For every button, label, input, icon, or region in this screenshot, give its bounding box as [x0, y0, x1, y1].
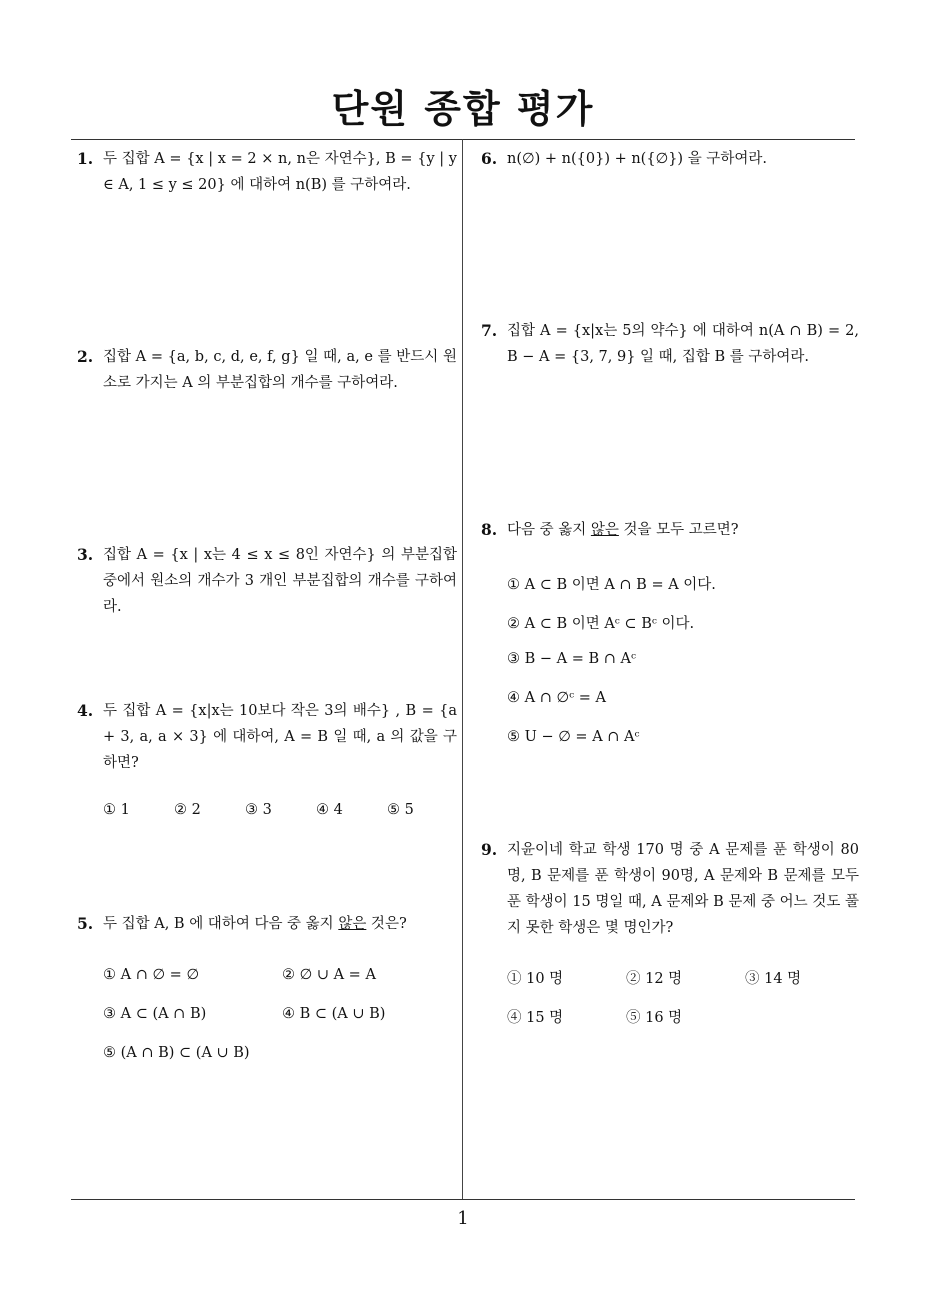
question-number: 6.	[481, 149, 498, 168]
question-number: 7.	[481, 321, 498, 340]
q8-option-2: ② A ⊂ B 이면 Aᶜ ⊂ Bᶜ 이다.	[507, 616, 695, 632]
page-number: 1	[457, 1208, 469, 1229]
q8-option-5: ⑤ U − ∅ = A ∩ Aᶜ	[507, 729, 640, 745]
q4-option-2: ② 2	[174, 802, 201, 818]
q5-option-2: ② ∅ ∪ A = A	[282, 967, 376, 983]
q9-option-2: ② 12 명	[626, 971, 683, 987]
question-9	[481, 837, 859, 941]
emphasis-underline: 않은	[338, 916, 367, 932]
question-number: 2.	[77, 347, 94, 366]
question-5	[77, 911, 457, 937]
q9-option-1: ① 10 명	[507, 971, 564, 987]
question-text: 두 집합 A, B 에 대하여 다음 중 옳지 않은 것은?	[103, 916, 407, 932]
question-6	[481, 146, 859, 172]
q4-option-4: ④ 4	[316, 802, 343, 818]
question-text: 두 집합 A = {x | x = 2 × n, n은 자연수}, B = {y | y ∈ A, 1 ≤ y ≤ 20} 에 대하여 n(B) 를 구하여라.	[103, 151, 457, 193]
top-rule	[71, 139, 855, 140]
question-2	[77, 344, 457, 396]
question-8	[481, 517, 859, 543]
question-number: 5.	[77, 914, 94, 933]
question-number: 4.	[77, 701, 94, 720]
question-text: n(∅) + n({0}) + n({∅}) 을 구하여라.	[507, 151, 767, 167]
question-text: 집합 A = {x | x는 4 ≤ x ≤ 8인 자연수} 의 부분집합 중에서 원소의 개수가 3 개인 부분집합의 개수를 구하여라.	[103, 547, 457, 615]
question-text: 집합 A = {a, b, c, d, e, f, g} 일 때, a, e 를 반드시 원소로 가지는 A 의 부분집합의 개수를 구하여라.	[103, 349, 457, 391]
q5-option-5: ⑤ (A ∩ B) ⊂ (A ∪ B)	[103, 1045, 250, 1061]
question-text: 두 집합 A = {x|x는 10보다 작은 3의 배수} , B = {a + 3, a, a × 3} 에 대하여, A = B 일 때, a 의 값을 구하면?	[103, 703, 457, 771]
question-text: 지윤이네 학교 학생 170 명 중 A 문제를 푼 학생이 80 명, B 문제를 푼 학생이 90명, A 문제와 B 문제를 모두 푼 학생이 15 명일 때, A 문제와 B 문제 중 어느 것도 풀지 못한 학생은 몇 명인가?	[507, 842, 859, 936]
emphasis-underline: 않은	[590, 522, 619, 538]
bottom-rule	[71, 1199, 855, 1200]
q5-option-4: ④ B ⊂ (A ∪ B)	[282, 1006, 386, 1022]
q4-option-5: ⑤ 5	[387, 802, 414, 818]
q4-option-1: ① 1	[103, 802, 130, 818]
question-text: 다음 중 옳지 않은 것을 모두 고르면?	[507, 522, 739, 538]
q4-option-3: ③ 3	[245, 802, 272, 818]
page-title: 단원 종합 평가	[331, 87, 595, 131]
question-7	[481, 318, 859, 370]
question-1	[77, 146, 457, 198]
q9-option-5: ⑤ 16 명	[626, 1010, 683, 1026]
question-4	[77, 698, 457, 776]
question-number: 9.	[481, 840, 498, 859]
q8-option-1: ① A ⊂ B 이면 A ∩ B = A 이다.	[507, 577, 716, 593]
question-3	[77, 542, 457, 620]
q9-option-4: ④ 15 명	[507, 1010, 564, 1026]
q8-option-4: ④ A ∩ ∅ᶜ = A	[507, 690, 606, 706]
question-number: 3.	[77, 545, 94, 564]
q5-option-3: ③ A ⊂ (A ∩ B)	[103, 1006, 207, 1022]
column-divider	[462, 139, 463, 1200]
q9-option-3: ③ 14 명	[745, 971, 802, 987]
question-number: 8.	[481, 520, 498, 539]
q8-option-3: ③ B − A = B ∩ Aᶜ	[507, 651, 636, 667]
q5-option-1: ① A ∩ ∅ = ∅	[103, 967, 200, 983]
question-number: 1.	[77, 149, 94, 168]
question-text: 집합 A = {x|x는 5의 약수} 에 대하여 n(A ∩ B) = 2, B − A = {3, 7, 9} 일 때, 집합 B 를 구하여라.	[507, 323, 859, 365]
